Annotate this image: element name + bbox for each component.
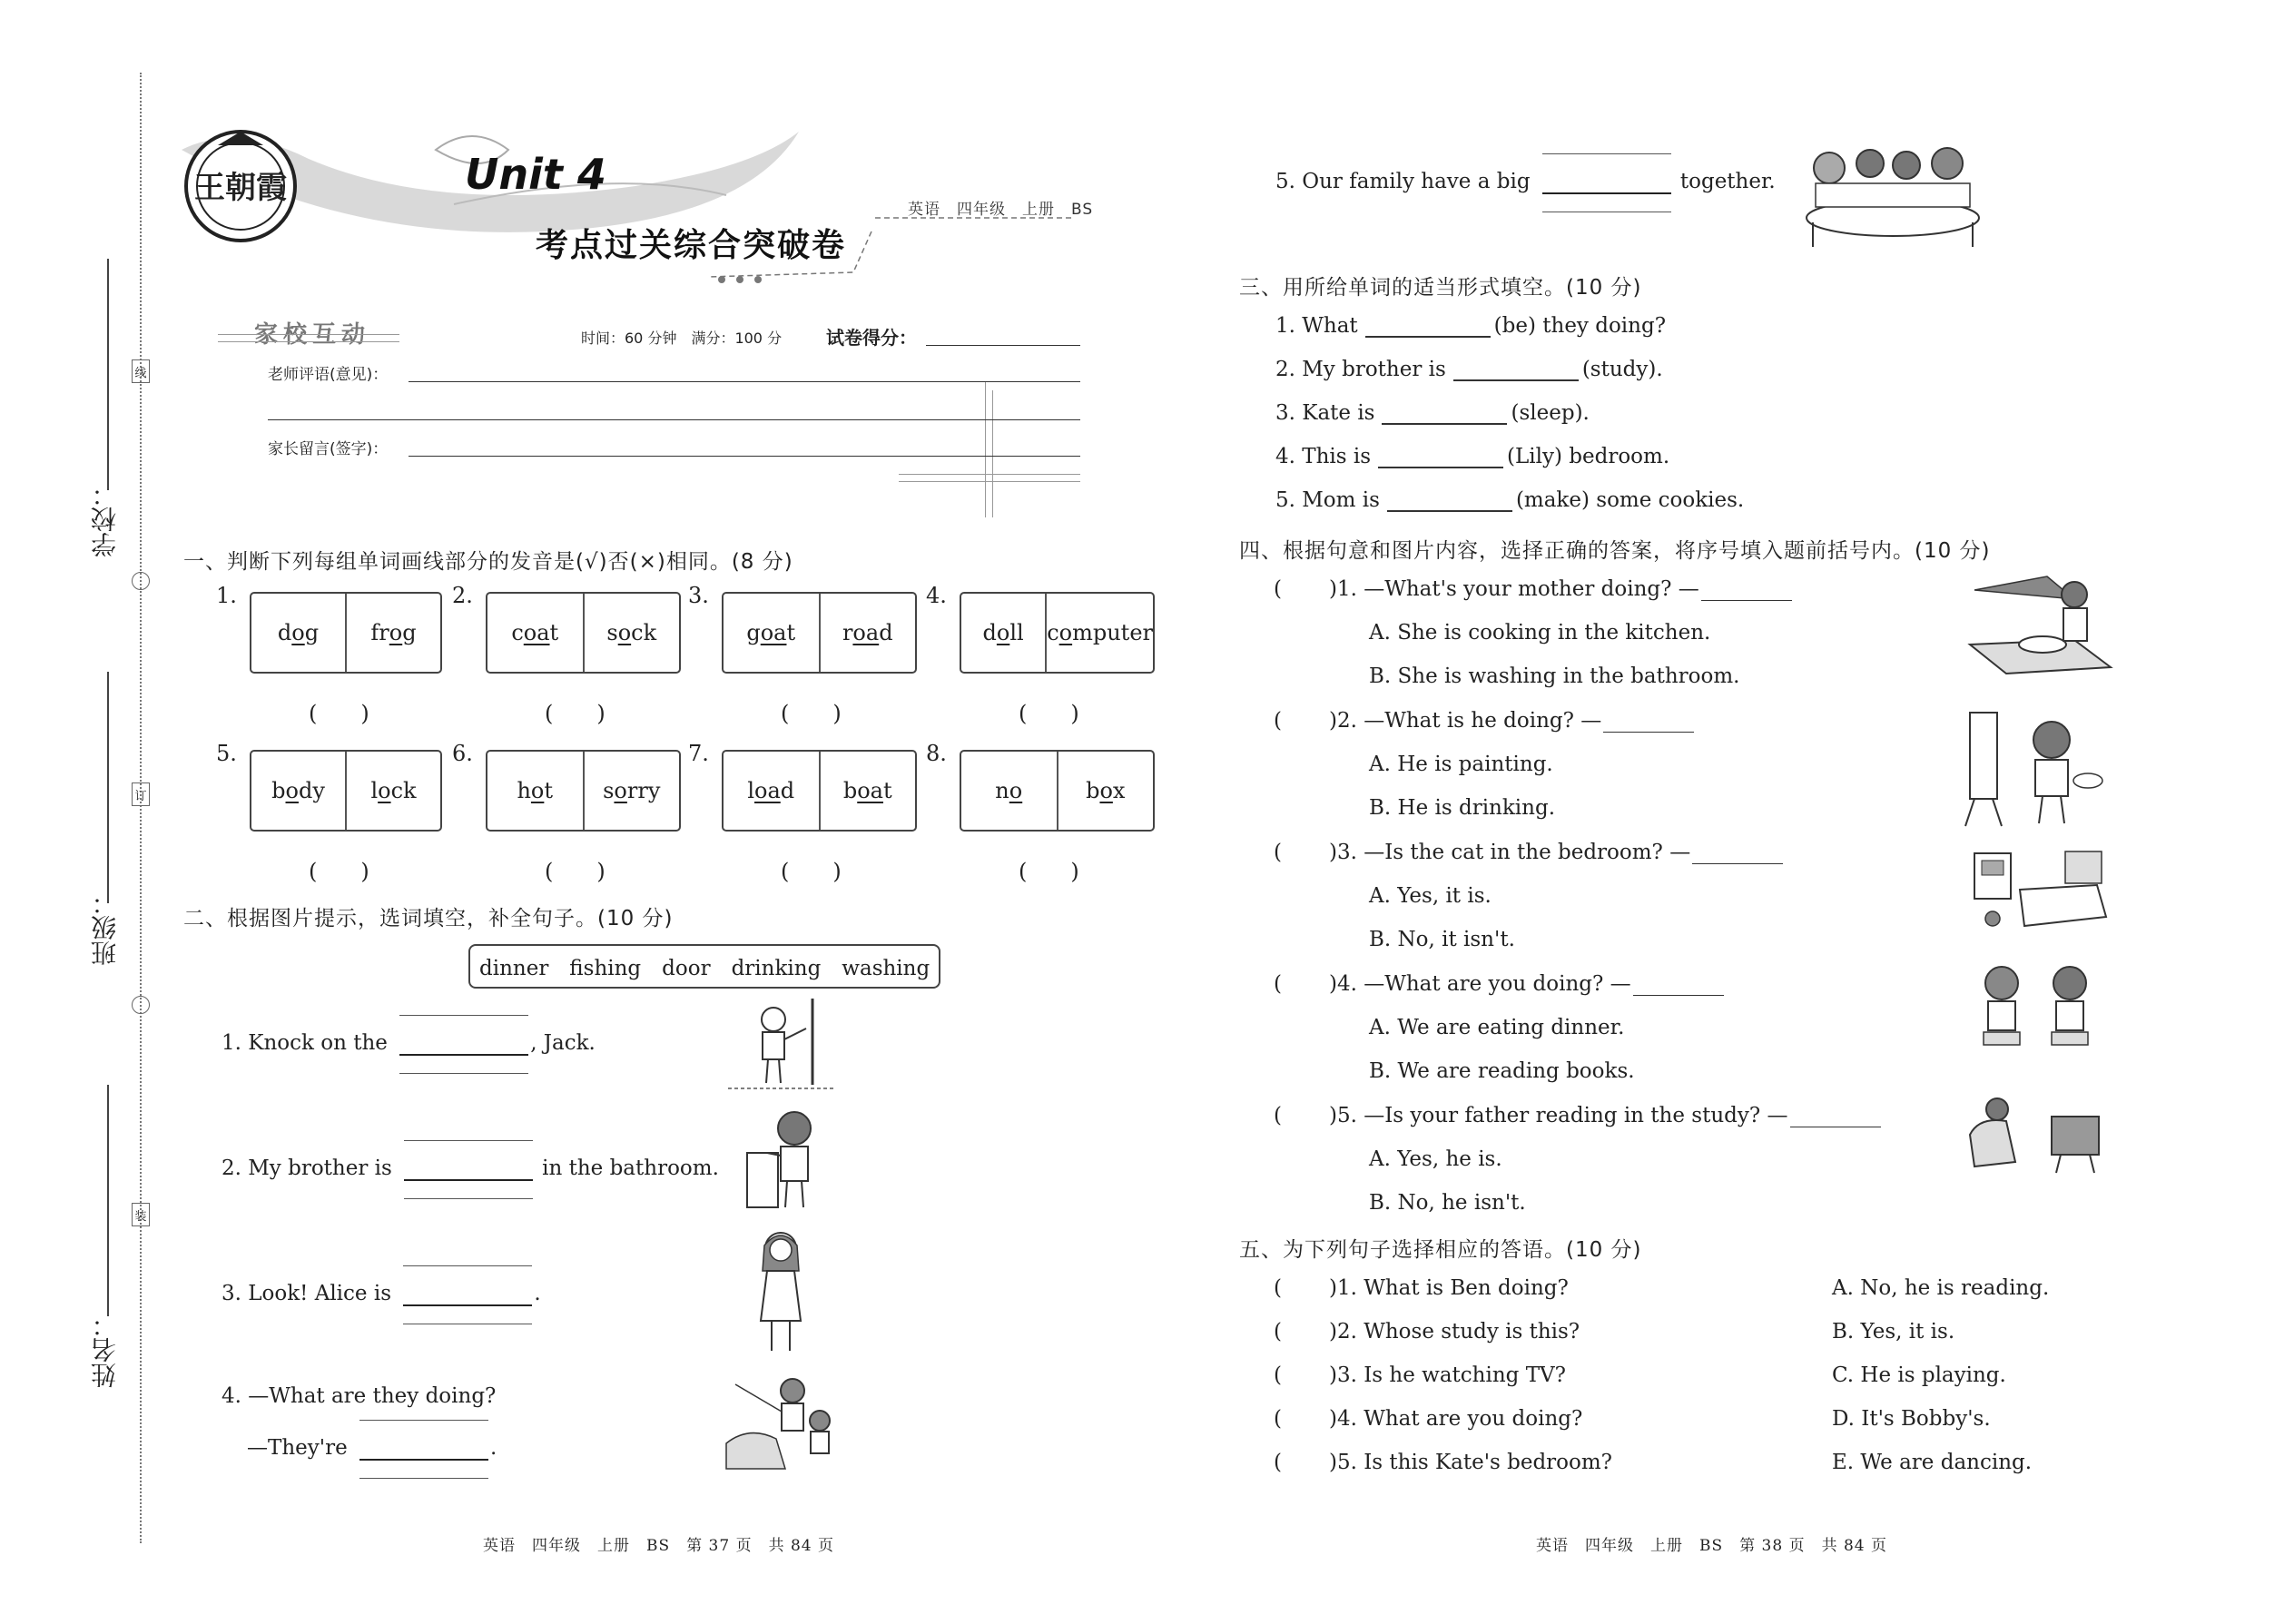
panel-badge: 家校互动 [254, 321, 371, 349]
kids-reading-picture [1965, 958, 2111, 1053]
s3-item-text: 4. This is [1275, 445, 1372, 468]
s3-item [1275, 358, 1663, 381]
open-paren[interactable]: ( [1274, 577, 1282, 601]
s4-option-b: B. No, he isn't. [1369, 1191, 1526, 1215]
score-label: 试卷得分： [826, 327, 917, 349]
s2-q4-answer[interactable] [359, 1432, 488, 1460]
binding-hole [132, 572, 150, 590]
s2-q3-text: 3. Look! Alice is [222, 1282, 391, 1305]
knocking-door-picture [726, 994, 835, 1094]
svg-text:王朝霞: 王朝霞 [194, 170, 287, 206]
s2-q1-text: 1. Knock on the [222, 1031, 388, 1055]
time-label: 时间：60 分钟 满分：100 分 [581, 330, 783, 347]
s4-question-text: )3. —Is the cat in the bedroom? — [1328, 841, 1691, 864]
word-part: s [606, 620, 618, 645]
phonics-word-left [487, 752, 583, 830]
open-paren[interactable]: ( [1274, 1451, 1282, 1474]
word-part: mputer [1072, 620, 1153, 645]
s5-question [1274, 1276, 1569, 1300]
s3-item-hint: (study). [1581, 358, 1663, 381]
s4-question-text: )5. —Is your father reading in the study? — [1328, 1104, 1788, 1127]
underlined-sound: o [617, 620, 632, 645]
open-paren[interactable]: ( [1274, 709, 1282, 733]
word-part: fr [370, 620, 389, 645]
word-part: d [277, 620, 292, 645]
underlined-sound: oa [852, 620, 880, 645]
s4-option-b: B. He is drinking. [1369, 796, 1556, 820]
word-part: h [517, 778, 531, 803]
answer-parentheses[interactable]: ( ) [781, 701, 842, 726]
s3-item-blank[interactable] [1382, 401, 1507, 425]
s4-answer-blank[interactable] [1692, 844, 1783, 864]
s5-question [1274, 1407, 1582, 1431]
answer-parentheses[interactable]: ( ) [781, 859, 842, 884]
phonics-word-right [583, 594, 680, 672]
s4-option-a: A. Yes, he is. [1369, 1147, 1502, 1171]
section4-title: 四、根据句意和图片内容，选择正确的答案，将序号填入题前括号内。(10 分) [1239, 539, 1991, 563]
s2-q2-tail: in the bathroom. [542, 1156, 719, 1180]
left-page-footer: 英语 四年级 上册 BS 第 37 页 共 84 页 [483, 1537, 835, 1555]
s3-item-text: 3. Kate is [1275, 401, 1375, 425]
binding-mark-box: 线 [132, 359, 150, 383]
section2-title: 二、根据图片提示，选词填空，补全句子。(10 分) [183, 907, 674, 930]
s2-q5 [1275, 166, 1776, 193]
underlined-sound: o [614, 778, 627, 803]
score-line [926, 345, 1080, 346]
s4-answer-blank[interactable] [1701, 581, 1792, 601]
word-part: n [995, 778, 1009, 803]
s4-option-a: A. He is painting. [1369, 753, 1553, 776]
school-line [107, 259, 109, 490]
underlined-sound: o [996, 620, 1010, 645]
s5-answer-option: E. We are dancing. [1832, 1451, 2033, 1474]
phonics-item-number: 4. [926, 583, 947, 608]
phonics-word-right [1057, 752, 1154, 830]
s3-item-blank[interactable] [1378, 445, 1503, 468]
phonics-word-pair [486, 750, 681, 832]
phonics-word-right [819, 594, 916, 672]
phonics-word-pair [722, 592, 917, 674]
phonics-word-right [1045, 594, 1153, 672]
s4-question [1274, 972, 1724, 996]
teacher-comment-line [268, 419, 1080, 420]
s4-option-b: B. She is washing in the bathroom. [1369, 664, 1740, 688]
phonics-item-number: 2. [452, 583, 473, 608]
phonics-item-number: 7. [688, 741, 709, 766]
word-part: ll [1009, 620, 1024, 645]
parent-comment-line [409, 456, 1080, 457]
section5-title: 五、为下列句子选择相应的答语。(10 分) [1239, 1238, 1642, 1262]
subject-tag: 英语 四年级 上册 BS [908, 201, 1094, 219]
s2-q2-answer[interactable] [404, 1153, 533, 1180]
open-paren[interactable]: ( [1274, 1104, 1282, 1127]
cooking-mother-picture [1965, 572, 2120, 690]
phonics-word-pair [960, 750, 1155, 832]
s4-question [1274, 577, 1792, 601]
word-part: g [402, 620, 417, 645]
s3-item-hint: (sleep). [1511, 401, 1590, 425]
exam-subtitle: 考点过关综合突破卷 [536, 227, 847, 264]
underlined-sound: o [1058, 620, 1073, 645]
drinking-girl-picture [744, 1225, 817, 1357]
word-bank: dinner fishing door drinking washing [468, 944, 940, 989]
s2-q5-answer[interactable] [1542, 166, 1671, 193]
binding-mark-box: 装 [132, 1203, 150, 1226]
s2-q1-tail: , Jack. [530, 1031, 596, 1055]
phonics-item-number: 1. [216, 583, 237, 608]
s5-question [1274, 1320, 1580, 1343]
word-part: g [746, 620, 761, 645]
s5-question-text: )2. Whose study is this? [1328, 1320, 1580, 1343]
section1-title: 一、判断下列每组单词画线部分的发音是(√)否(×)相同。(8 分) [183, 550, 793, 574]
word-part: t [882, 778, 892, 803]
panel-frame-line [992, 390, 993, 517]
phonics-item-number: 3. [688, 583, 709, 608]
s4-option-a: A. She is cooking in the kitchen. [1369, 621, 1711, 645]
underlined-sound: o [285, 778, 299, 803]
s2-q4-question: 4. —What are they doing? [222, 1384, 497, 1408]
phonics-item-number: 8. [926, 741, 947, 766]
publisher-logo [182, 127, 300, 245]
answer-parentheses[interactable]: ( ) [545, 859, 605, 884]
s2-q3-tail: . [534, 1282, 541, 1305]
underlined-sound: o [291, 620, 305, 645]
s3-item-text: 5. Mom is [1275, 488, 1380, 512]
open-paren[interactable]: ( [1274, 972, 1282, 996]
phonics-word-pair [250, 750, 442, 832]
s3-item [1275, 445, 1669, 468]
phonics-word-pair [486, 592, 681, 674]
name-label: 姓名： [90, 1312, 120, 1388]
phonics-word-left [251, 594, 345, 672]
s2-q4-tail: . [490, 1436, 497, 1460]
class-label: 班级： [90, 890, 120, 966]
right-page-footer: 英语 四年级 上册 BS 第 38 页 共 84 页 [1536, 1537, 1888, 1555]
s4-question [1274, 841, 1783, 864]
panel-frame-line [899, 481, 1080, 482]
panel-frame-line [899, 474, 1080, 475]
word-part: b [1086, 778, 1100, 803]
phonics-item-number: 5. [216, 741, 237, 766]
s4-option-a: A. We are eating dinner. [1369, 1016, 1625, 1039]
s5-question-text: )4. What are you doing? [1328, 1407, 1583, 1431]
s5-answer-option: B. Yes, it is. [1832, 1320, 1955, 1343]
teacher-comment-label: 老师评语(意见)： [268, 366, 389, 384]
name-line [107, 1085, 109, 1316]
word-part: r [842, 620, 853, 645]
s4-question-text: )4. —What are you doing? — [1328, 972, 1631, 996]
answer-parentheses[interactable]: ( ) [545, 701, 605, 726]
parent-comment-label: 家长留言(签字)： [268, 440, 389, 458]
s3-item-text: 1. What [1275, 314, 1358, 338]
answer-parentheses[interactable]: ( ) [309, 701, 369, 726]
s3-item-text: 2. My brother is [1275, 358, 1446, 381]
word-part: t [549, 620, 559, 645]
open-paren[interactable]: ( [1274, 1363, 1282, 1387]
class-line [107, 672, 109, 903]
home-school-panel [218, 309, 1126, 517]
unit-title: Unit 4 [465, 150, 606, 199]
s5-answer-option: C. He is playing. [1832, 1363, 2006, 1387]
s2-q1 [222, 1028, 596, 1055]
underlined-sound: o [530, 778, 545, 803]
s2-q1-answer[interactable] [399, 1028, 528, 1055]
open-paren[interactable]: ( [1274, 841, 1282, 864]
painting-boy-picture [1961, 704, 2115, 831]
s3-item-blank[interactable] [1453, 358, 1579, 381]
word-part: t [786, 620, 796, 645]
s4-question [1274, 1104, 1881, 1127]
underlined-sound: oa [754, 778, 781, 803]
panel-frame-line [218, 334, 399, 335]
s3-item-blank[interactable] [1365, 314, 1491, 338]
word-part: ck [631, 620, 657, 645]
phonics-word-left [961, 752, 1057, 830]
open-paren[interactable]: ( [1274, 1407, 1282, 1431]
section3-title: 三、用所给单词的适当形式填空。(10 分) [1239, 276, 1642, 300]
s2-q5-tail: together. [1679, 170, 1776, 193]
open-paren[interactable]: ( [1274, 1320, 1282, 1343]
phonics-word-right [345, 594, 440, 672]
phonics-word-right [345, 752, 440, 830]
word-part: l [370, 778, 379, 803]
s4-answer-blank[interactable] [1633, 976, 1724, 996]
binding-mark-box: 订 [132, 782, 150, 806]
word-part: d [879, 620, 893, 645]
s2-q2 [222, 1153, 719, 1180]
phonics-word-left [487, 594, 583, 672]
school-label: 学校： [90, 481, 120, 557]
s4-question [1274, 709, 1694, 733]
word-part: l [747, 778, 755, 803]
underlined-sound: o [378, 778, 391, 803]
s2-q5-text: 5. Our family have a big [1275, 170, 1531, 193]
panel-frame-line [985, 381, 986, 517]
open-paren[interactable]: ( [1274, 1276, 1282, 1300]
word-part: b [271, 778, 286, 803]
s3-item-blank[interactable] [1387, 488, 1512, 512]
s4-question-text: )2. —What is he doing? — [1328, 709, 1602, 733]
underlined-sound: oa [857, 778, 883, 803]
word-part: b [842, 778, 858, 803]
s2-q3-answer[interactable] [403, 1278, 532, 1305]
s4-question-text: )1. —What's your mother doing? — [1328, 577, 1699, 601]
word-part: t [544, 778, 554, 803]
phonics-word-pair [722, 750, 917, 832]
s2-q4-text: —They're [247, 1436, 348, 1460]
s3-item-hint: (Lily) bedroom. [1507, 445, 1670, 468]
phonics-word-right [819, 752, 916, 830]
phonics-word-right [583, 752, 680, 830]
word-part: c [1047, 620, 1059, 645]
s5-question-text: )5. Is this Kate's bedroom? [1328, 1451, 1613, 1474]
s5-answer-option: D. It's Bobby's. [1832, 1407, 1991, 1431]
s4-answer-blank[interactable] [1603, 713, 1694, 733]
answer-parentheses[interactable]: ( ) [1019, 701, 1079, 726]
answer-parentheses[interactable]: ( ) [1019, 859, 1079, 884]
s2-q2-text: 2. My brother is [222, 1156, 392, 1180]
word-part: d [780, 778, 795, 803]
answer-parentheses[interactable]: ( ) [309, 859, 369, 884]
word-part: g [304, 620, 320, 645]
binding-hole [132, 996, 150, 1014]
family-dinner-picture [1802, 136, 1984, 250]
word-part: dy [298, 778, 325, 803]
underlined-sound: oa [760, 620, 787, 645]
teacher-comment-line [409, 381, 1080, 382]
s2-q3 [222, 1278, 541, 1305]
word-part: ck [390, 778, 417, 803]
underlined-sound: o [389, 620, 403, 645]
s3-item-hint: (be) they doing? [1493, 314, 1667, 338]
s4-answer-blank[interactable] [1790, 1107, 1881, 1127]
s5-question-text: )3. Is he watching TV? [1328, 1363, 1566, 1387]
phonics-word-left [961, 594, 1045, 672]
panel-frame-line [218, 341, 399, 342]
s4-option-b: B. We are reading books. [1369, 1059, 1635, 1083]
s5-question [1274, 1451, 1612, 1474]
phonics-word-left [724, 752, 819, 830]
phonics-word-pair [250, 592, 442, 674]
washing-picture [740, 1103, 831, 1212]
underlined-sound: o [1099, 778, 1113, 803]
word-part: c [511, 620, 524, 645]
word-part: x [1112, 778, 1126, 803]
word-part: d [982, 620, 997, 645]
underlined-sound: oa [523, 620, 550, 645]
s2-q4 [247, 1432, 497, 1460]
s3-item [1275, 314, 1666, 338]
phonics-word-left [251, 752, 345, 830]
phonics-item-number: 6. [452, 741, 473, 766]
word-part: rry [626, 778, 661, 803]
s5-question [1274, 1363, 1566, 1387]
phonics-word-left [724, 594, 819, 672]
s3-item-hint: (make) some cookies. [1515, 488, 1745, 512]
father-tv-picture [1961, 1089, 2106, 1180]
s4-option-a: A. Yes, it is. [1369, 884, 1492, 908]
fishing-picture [722, 1371, 840, 1471]
phonics-word-pair [960, 592, 1155, 674]
dotted-fold-line [140, 73, 142, 1543]
s4-option-b: B. No, it isn't. [1369, 928, 1515, 951]
s3-item [1275, 401, 1590, 425]
binding-margin [0, 0, 154, 1624]
s5-question-text: )1. What is Ben doing? [1328, 1276, 1569, 1300]
bedroom-cat-picture [1965, 844, 2111, 935]
s5-answer-option: A. No, he is reading. [1832, 1276, 2050, 1300]
s3-item [1275, 488, 1744, 512]
underlined-sound: o [1009, 778, 1023, 803]
word-part: s [603, 778, 615, 803]
